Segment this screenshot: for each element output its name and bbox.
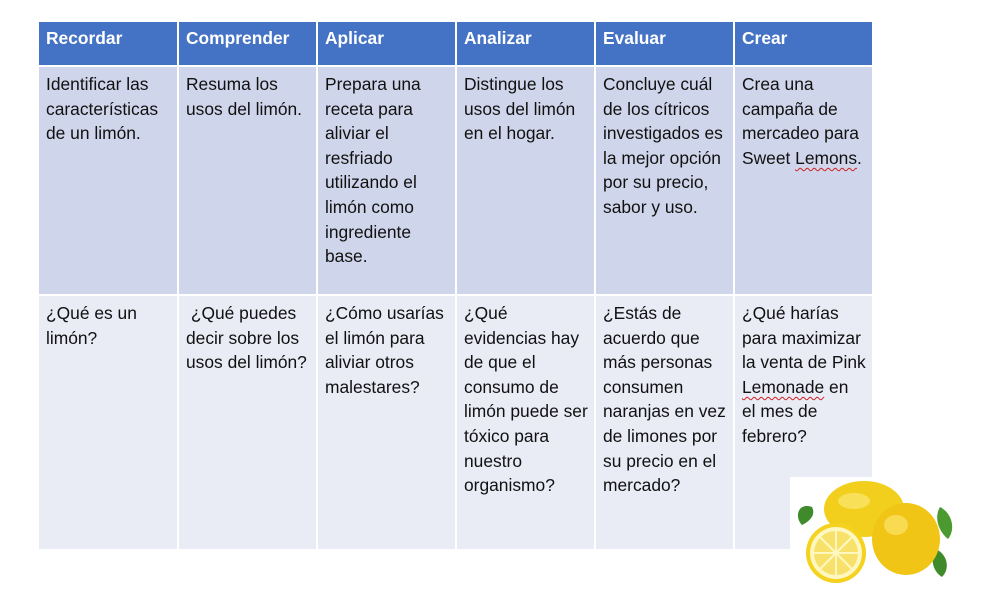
header-crear: Crear [734, 22, 872, 66]
lemons-icon [790, 477, 958, 587]
cell-comprender-question: ¿Qué puedes decir sobre los usos del limón? [178, 295, 317, 550]
cell-recordar-objective: Identificar las características de un limón. [39, 66, 178, 295]
cell-evaluar-objective: Concluye cuál de los cítricos investigados es la mejor opción por su precio, sabor y uso. [595, 66, 734, 295]
header-comprender: Comprender [178, 22, 317, 66]
header-evaluar: Evaluar [595, 22, 734, 66]
cell-aplicar-question: ¿Cómo usarías el limón para aliviar otros malestares? [317, 295, 456, 550]
cell-analizar-objective: Distingue los usos del limón en el hogar. [456, 66, 595, 295]
crear-question-text: ¿Qué harías para maximizar la venta de Pink [742, 303, 866, 373]
cell-evaluar-question: ¿Estás de acuerdo que más personas consumen naranjas en vez de limones por su precio en el mercado? [595, 295, 734, 550]
header-recordar: Recordar [39, 22, 178, 66]
header-row [39, 22, 872, 66]
header-aplicar: Aplicar [317, 22, 456, 66]
cell-crear-objective [734, 66, 872, 295]
cell-analizar-question: ¿Qué evidencias hay de que el consumo de limón puede ser tóxico para nuestro organismo? [456, 295, 595, 550]
cell-recordar-question: ¿Qué es un limón? [39, 295, 178, 550]
header-analizar: Analizar [456, 22, 595, 66]
spellcheck-word[interactable]: Lemons [795, 147, 858, 168]
crear-objective-text: Crea una campaña de mercadeo para Sweet [742, 74, 859, 168]
cell-comprender-objective: Resuma los usos del limón. [178, 66, 317, 295]
spellcheck-word[interactable]: Lemonade [742, 376, 825, 397]
bloom-taxonomy-table [39, 22, 872, 551]
cell-aplicar-objective: Prepara una receta para aliviar el resfriado utilizando el limón como ingrediente base. [317, 66, 456, 295]
objectives-row [39, 66, 872, 295]
crear-question-end: en el mes de febrero? [742, 376, 849, 446]
crear-objective-end: . [857, 147, 862, 168]
questions-row [39, 295, 872, 550]
